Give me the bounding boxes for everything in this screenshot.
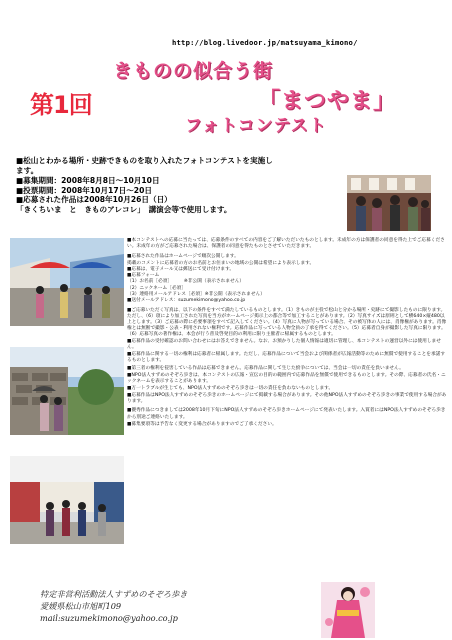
- rules-paragraph: ■送付メールアドレス：suzumekimono@yahoo.co.jp: [127, 297, 246, 303]
- rules-paragraph: ■万一トラブルが生じても、NPO法人すずめのそぞろ歩きは一切の責任を負わないものとします。: [127, 386, 334, 392]
- photo-castle-walls: [10, 347, 124, 435]
- intro-block: [16, 156, 366, 215]
- rules-paragraph: ■NPO法人すずめのそぞろ歩きは、本コンテストの広報・宣伝の目的の範囲内で応募作品を無償で使用できるものとします。その際、応募者の氏名・ニックネームを表示することがあります。: [127, 372, 446, 384]
- rules-paragraph: ■応募フォーム: [127, 273, 160, 279]
- rules-paragraph: ■応募された作品はホームページで順次公開します。: [127, 254, 239, 260]
- footer-mail[interactable]: mail:suzumekimono@yahoo.co.jp: [40, 613, 178, 623]
- photo-shopping-arcade: [10, 456, 124, 544]
- rules-paragraph: ■ご応募いただく写真は、以下の条件をすべて満たしているものとします。（1）きものが主役で松山と分かる場所・史跡にて撮影したものに限ります。ただし、（6）項により加工された写真を当方がホームページ掲示上の都合等で加工することがあります。（2）写真サイズは原則として横640×縦480以上とします。（3）ご応募の際に必要事項をすべて記入してください。（4）写真に人物が写っている場合、その被写体の人には、肖像権があります。肖像権とは無断で撮影・公表・利用されない権利です。応募作品に写っている人物全員の了承を得てください。（5）応募者自身が撮影した写真に限ります。（6）応募写真の著作権は、本会が行う普及啓発目的の利用に限り主催者に帰属するものとします。: [127, 307, 447, 337]
- intro-lead-b: ます。: [16, 165, 39, 175]
- intro-lead-a: ■松山とわかる場所・史跡できものを取り入れたフォトコンテストを実施し: [16, 156, 273, 165]
- footer-address: 愛媛県松山市旭町109: [40, 601, 122, 611]
- rules-paragraph: ■応募作品はNPO法人すずめのそぞろ歩きのホームページにて掲載する場合があります。その他NPO法人すずめのそぞろ歩きの事業で使用する場合があります。: [127, 393, 447, 405]
- edition-label: 第1回: [30, 91, 92, 119]
- rules-paragraph: （1）お名前［必須］ ※非公開（表示されません）: [127, 279, 245, 285]
- photo-kimono-illustration: [321, 582, 375, 638]
- rules-paragraph: ■優秀作品につきましては2008年10月下旬にNPO法人すずめのそぞろ歩きホームページにて発表いたします。入賞者にはNPO法人すずめのそぞろ歩きから別途ご連絡いたします。: [127, 408, 446, 420]
- rules-paragraph: 掲載のコメントに応募者の方のお名前とお住まいの地域の公開は希望により表示します。: [127, 261, 315, 267]
- intro-judging: ■投票期間：2008年10月17日〜20日: [16, 185, 152, 195]
- title-line-2: 「まつやま」: [258, 89, 397, 114]
- blog-url: http://blog.livedoor.jp/matsuyama_kimono/: [172, 38, 358, 47]
- rules-body: [127, 238, 449, 429]
- rules-paragraph: （2）ニックネーム［必須］: [127, 285, 186, 291]
- rules-paragraph: （3）連絡用メールアドレス［必須］※非公開（表示されません）: [127, 291, 265, 297]
- intro-venue: 「きくちいま と きものアレコレ」 講演会等で使用します。: [16, 204, 232, 214]
- rules-paragraph: ■本コンテストへの応募に当たっては、応募条件のすべての内容をご了解いただいたものとします。未成年の方は保護者の同意を得た上でご応募ください。未成年の方がご応募された場合は、保護者の同意を得たものとさせていただきます。: [127, 238, 445, 250]
- rules-paragraph: ■第三者の権利を侵害している作品は応募できません。応募作品に関して生じた紛争については、当会は一切の責任を負いません。: [127, 365, 404, 371]
- footer-org: 特定非営利活動法人すずめのそぞろ歩き: [40, 589, 188, 599]
- intro-period: ■募集期間：2008年8月8日〜10月10日: [16, 176, 160, 186]
- title-line-3: フォトコンテスト: [185, 116, 327, 136]
- rules-paragraph: ■応募作品の受付確認のお問い合わせにはお答えできません。なお、お預かりした個人情報は適切に管理し、本コンテストの運営以外には使用しません。: [127, 339, 441, 351]
- intro-award: ■応募された作品は2008年10月26日（日）: [16, 195, 172, 205]
- photo-market-stalls: [10, 238, 124, 326]
- rules-paragraph: ■募集要項等は予告なく変更する場合がありますのでご了承ください。: [127, 421, 277, 427]
- title-line-1: きものの似合う街: [113, 60, 274, 82]
- rules-paragraph: ■応募作品に関する一切の権利は応募者に帰属します。ただし、応募作品について当会および関係者が広報活動等のために無償で使用することを承諾するものとします。: [127, 352, 446, 364]
- rules-paragraph: ■応募は、電子メール又は郵送にて受け付けます。: [127, 267, 235, 273]
- footer-contact: [40, 588, 187, 624]
- photo-indoor-event: [347, 175, 431, 231]
